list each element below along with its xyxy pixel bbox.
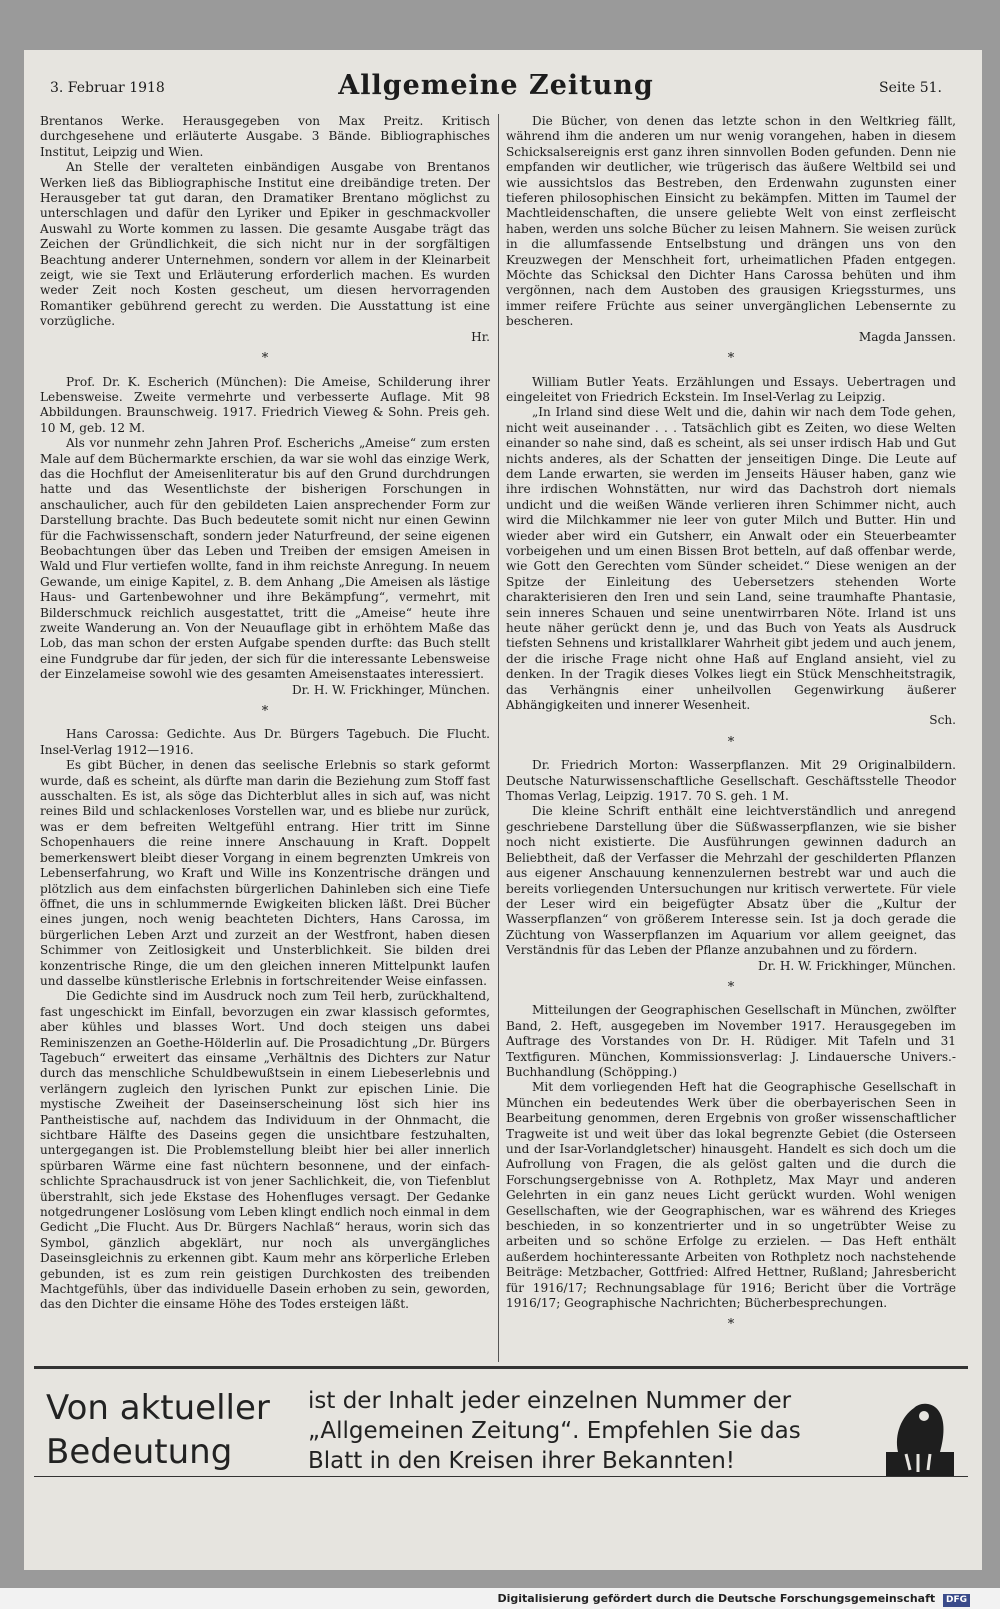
section-separator-star: * bbox=[727, 734, 735, 750]
review-brentano bbox=[40, 114, 490, 345]
left-column bbox=[40, 114, 490, 1319]
review-paragraph: An Stelle der veralteten einbändigen Ausgabe von Brentanos Werken ließ das Bibliographische Institut eine dreibändige treten. Der Herausgeber tat gut daran, den Dramatiker Brentano möglichst zu unterschlagen und dafür den Lyriker und Epiker in geschmackvoller Auswahl zu Worte kommen zu lassen. Die gesamte Ausgabe trägt das Zeichen der Gründlichkeit, die sich nicht nur in der sorgfältigen Beachtung anderer Unternehmen, sondern vor allem in der Kleinarbeit zeigt, wie sie Text und Erläuterung erforderlich machen. Es wurden weder Zeit noch Kosten gescheut, um diesen hervorragenden Romantiker gebührend gerecht zu werden. Die Ausstattung ist eine vorzügliche. bbox=[40, 160, 490, 329]
review-heading: Brentanos Werke. Herausgegeben von Max Preitz. Kritisch durchgesehene und erläuterte Ausgabe. 3 Bände. Bibliographisches Institut, Leipzig und Wien. bbox=[40, 114, 490, 159]
section-separator-star: * bbox=[261, 704, 269, 720]
review-paragraph: Die Gedichte sind im Ausdruck noch zum Teil herb, zurückhaltend, fast ungeschickt im Einfall, bevorzugen ein zwar klassisch geformtes, aber kühles und blasses Wort. Und doch steigen uns dabei Reminiszenzen an Goethe-Hölderlin auf. Die Prosadichtung „Dr. Bürgers Tagebuch“ erweitert das einsame „Verhältnis des Dichters zur Natur durch das menschliche Schuldbewußtsein in einem Liebeserlebnis und verlängern zugleich den lyrischen Punkt zur epischen Linie. Die mystische Zweiheit der Daseinserscheinung löst sich hier ins Pantheistische auf, nachdem das Individuum in der Ohnmacht, die sichtbare Hälfte des Daseins gegen die unsichtbare festzuhalten, untergegangen ist. Die Problemstellung bleibt hier bei aller innerlich spürbaren Wärme eine fast nüchtern besonnene, und der einfach-schlichte Sprachausdruck ist von jener Sachlichkeit, die, von Tiefenblut überstrahlt, sich jede Ekstase des Hohenfluges versagt. Der Gedanke notgedrungener Loslösung vom Leben klingt endlich noch einmal in dem Gedicht „Die Flucht. Aus Dr. Bürgers Nachlaß“ heraus, worin sich das Symbol, gänzlich abgeklärt, nur noch als unvergängliches Daseinsgleichnis zu erkennen gibt. Kaum mehr ans körperliche Erleben gebunden, ist es zum rein geistigen Durchkosten des treibenden Machtgefühls, über das individuelle Dasein erhoben zu sein, geworden, das den Dichter die einsame Höhe des Todes ersteigen läßt. bbox=[40, 989, 490, 1312]
advertisement-box bbox=[46, 1380, 966, 1472]
review-paragraph: Mit dem vorliegenden Heft hat die Geographische Gesellschaft in München ein bedeutendes Werk über die oberbayerischen Seen in Bearbeitung genommen, deren Ergebnis von großer wissenschaftlicher Tragweite ist und weit über das lokal begrenzte Gebiet (die Osterseen und der Isar-Vorlandgletscher) hinausgeht. Handelt es sich doch um die Aufrollung von Fragen, die als gelöst galten und die durch die Forschungsergebnisse von A. Rothpletz, Max Mayr und anderen Gelehrten in ein ganz neues Licht gerückt wurden. Wohl wenigen Gesellschaften, wie der Geographischen, war es während des Krieges beschieden, in so konzentrierter und in so ungetrübter Weise zu arbeiten und so schöne Erfolge zu erzielen. — Das Heft enthält außerdem hochinteressante Arbeiten von Rothpletz noch nachstehende Beiträge: Metzbacher, Gottfried: Alfred Hettner, Rußland; Jahresbericht für 1916/17; Rechnungsablage für 1916; Bericht über die Vorträge 1916/17; Geographische Nachrichten; Bücherbesprechungen. bbox=[506, 1080, 956, 1311]
credit-text: Digitalisierung gefördert durch die Deutsche Forschungsgemeinschaft bbox=[497, 1592, 936, 1605]
review-signature: Dr. H. W. Frickhinger, München. bbox=[291, 682, 490, 697]
page-number: Seite 51. bbox=[879, 80, 942, 96]
review-heading: Prof. Dr. K. Escherich (München): Die Ameise, Schilderung ihrer Lebensweise. Zweite vermehrte und verbesserte Auflage. Mit 98 Abbildungen. Braunschweig. 1917. Friedrich Vieweg & Sohn. Preis geh. 10 M, geb. 12 M. bbox=[40, 374, 490, 435]
right-column bbox=[506, 114, 956, 1341]
digitization-credit bbox=[0, 1588, 1000, 1609]
advertisement-top-rule bbox=[34, 1366, 968, 1369]
section-separator-star: * bbox=[727, 979, 735, 995]
review-paragraph: Es gibt Bücher, in denen das seelische Erlebnis so stark geformt wurde, daß es scheint, als dürfte man darin die Beziehung zum Stoff fast ausschalten. Es ist, als söge das Dichterblut alles in sich auf, was nicht reines Bild und schlackenloses Vorstellen war, und es bliebe nur zurück, was er dem befreiten Weltgefühl entrang. Hier tritt im Sinne Schopenhauers die reine innere Anschauung in Kraft. Doppelt bemerkenswert bleibt dieser Vorgang in einem begrenzten Umkreis von Lebenserfahrung, wo Kraft und Wille ins Konzentrische drängen und plötzlich aus dem einfachsten bürgerlichen Dahinleben sich eine Tiefe öffnet, die uns in schlummernde Ewigkeiten blicken läßt. Drei Bücher eines jungen, noch wenig beachteten Dichters, Hans Carossa, im bürgerlichen Leben Arzt und zurzeit an der Westfront, haben diesen Schimmer von Zeitlosigkeit und Unsterblichkeit. Sie bilden drei konzentrische Ringe, die um den gleichen inneren Mittelpunkt laufen und dasselbe künstlerische Erlebnis in fortschreitender Weise einfassen. bbox=[40, 758, 490, 988]
review-signature: Hr. bbox=[471, 329, 490, 344]
review-heading: Dr. Friedrich Morton: Wasserpflanzen. Mit 29 Originalbildern. Deutsche Naturwissenschaftliche Gesellschaft. Geschäftsstelle Theodor Thomas Verlag, Leipzig. 1917. 70 S. geh. 1 M. bbox=[506, 758, 956, 804]
review-heading: Hans Carossa: Gedichte. Aus Dr. Bürgers Tagebuch. Die Flucht. Insel-Verlag 1912—1916. bbox=[40, 727, 490, 757]
publisher-emblem-icon bbox=[884, 1394, 956, 1478]
review-paragraph: Die Bücher, von denen das letzte schon in den Weltkrieg fällt, während ihm die anderen um nur wenig vorangehen, haben in diesem Schicksalsereignis erst ganz ihren sinnvollen Boden gefunden. Denn nie empfanden wir deutlicher, wie trügerisch das äußere Weltbild sei und wie aussichtslos das Bestreben, den Erdenwahn zugunsten einer tieferen philosophischen Einsicht zu bekämpfen. Mitten im Taumel der Machtleidenschaften, die unsere geliebte Welt von einst zerfleischt haben, werden uns solche Bücher zu leisen Mahnern. Sie weisen zurück in die allumfassende Entselbstung und drängen uns von den Kreuzwegen der Menschheit fort, urheimatlichen Pfaden entgegen. Möchte das Schicksal den Dichter Hans Carossa behüten und ihm vergönnen, nach dem Austoben des grausigen Kriegssturmes, uns immer reifere Früchte aus seiner unvergänglichen Lebensernte zu bescheren. bbox=[506, 114, 956, 329]
review-escherich bbox=[40, 375, 490, 699]
dfg-logo: DFG bbox=[943, 1594, 970, 1607]
review-morton bbox=[506, 758, 956, 974]
review-signature: Dr. H. W. Frickhinger, München. bbox=[757, 958, 956, 973]
advertisement-bottom-rule bbox=[34, 1476, 968, 1477]
issue-date: 3. Februar 1918 bbox=[50, 80, 165, 96]
review-signature: Sch. bbox=[929, 713, 956, 728]
ad-headline-line-1: Von aktueller bbox=[46, 1388, 270, 1428]
section-separator-star: * bbox=[727, 1317, 735, 1333]
ad-text-line-1: ist der Inhalt jeder einzelnen Nummer der bbox=[308, 1388, 792, 1414]
ad-headline-line-2: Bedeutung bbox=[46, 1432, 233, 1472]
page-header bbox=[50, 70, 942, 110]
review-signature: Magda Janssen. bbox=[858, 329, 956, 344]
review-carossa bbox=[40, 727, 490, 1312]
review-heading: Mitteilungen der Geographischen Gesellschaft in München, zwölfter Band, 2. Heft, ausgegeben im November 1917. Herausgegeben im Auftrage des Vorstandes von Dr. H. Rüdiger. Mit Tafeln und 31 Textfiguren. München, Kommissionsverlag: J. Lindauersche Univers.-Buchhandlung (Schöpping.) bbox=[506, 1003, 956, 1079]
newspaper-page bbox=[24, 50, 982, 1570]
section-separator-star: * bbox=[727, 351, 735, 367]
column-divider bbox=[498, 114, 499, 1362]
review-yeats bbox=[506, 375, 956, 729]
ad-text-line-3: Blatt in den Kreisen ihrer Bekannten! bbox=[308, 1448, 736, 1474]
review-paragraph: Die kleine Schrift enthält eine leichtverständlich und anregend geschriebene Darstellung über die Süßwasserpflanzen, wie sie bisher noch nicht existierte. Die Ausführungen gewinnen dadurch an Beliebtheit, daß der Verfasser die Mehrzahl der geschilderten Pflanzen aus eigener Anschauung kennenzulernen bestrebt war und auch die bereits vorliegenden Untersuchungen nur kritisch verwertete. Für viele der Leser wird ein beigefügter Absatz über die „Kultur der Wasserpflanzen“ von größerem Interesse sein. Ist ja doch gerade die Züchtung von Wasserpflanzen im Aquarium vor allem geeignet, das Verständnis für das Leben der Pflanze anzubahnen und zu fördern. bbox=[506, 804, 956, 958]
review-paragraph: „In Irland sind diese Welt und die, dahin wir nach dem Tode gehen, nicht weit auseinander . . . Tatsächlich gibt es Zeiten, wo diese Welten einander so nahe sind, daß es scheint, als sei unser irdisch Hab und Gut nichts anderes, als der Schatten der jenseitigen Dinge. Die Leute auf dem Lande erwarten, sie werden im Jenseits Häuser haben, ganz wie ihre irdischen Wohnstätten, nur wird das Dachstroh dort niemals undicht und die weißen Wände verlieren ihren Schimmer nicht, auch wird die Milchkammer nie leer von guter Milch und Butter. Hin und wieder aber wird ein Gutsherr, ein Anwalt oder ein Steuerbeamter vorbeigehen und um einen Bissen Brot betteln, auf daß offenbar werde, wie Gott den Gerechten vom Sünder scheidet.“ Diese wenigen an der Spitze der Einleitung des Uebersetzers stehenden Worte charakterisieren den Iren und sein Land, seine traumhafte Phantasie, sein inneres Schauen und seine unentwirrbaren Nöte. Irland ist uns heute näher gerückt denn je, und das Buch von Yeats als Ausdruck tiefsten Sehnens und kristallklarer Wahrheit gibt jedem und auch jenem, der die irische Frage nicht ohne Haß auf England ansieht, viel zu denken. In der Tragik dieses Volkes liegt ein Stück Menschheitstragik, das Verhängnis einer unheilvollen Gegenwirkung äußerer Abhängigkeiten und innerer Wesenheit. bbox=[506, 405, 956, 713]
review-heading: William Butler Yeats. Erzählungen und Essays. Uebertragen und eingeleitet von Friedrich Eckstein. Im Insel-Verlag zu Leipzig. bbox=[506, 374, 956, 404]
review-paragraph: Als vor nunmehr zehn Jahren Prof. Escherichs „Ameise“ zum ersten Male auf dem Büchermarkte erschien, da war sie wohl das einzige Werk, das die Hochflut der Ameisenliteratur bis auf den Grund durchdrungen hatte und das Wesentlichste der bisherigen Forschungen in anschaulicher, auch für den gebildeten Laien ansprechender Form zur Darstellung brachte. Das Buch bedeutete somit nicht nur einen Gewinn für die Fachwissenschaft, sondern jeder Naturfreund, der seine eigenen Beobachtungen über das Leben und Treiben der emsigen Ameisen in Wald und Flur vertiefen wollte, fand in ihm reichste Anregung. In neuem Gewande, um einige Kapitel, z. B. dem Anhang „Die Ameisen als lästige Haus- und Gartenbewohner und ihre Bekämpfung“, vermehrt, mit Bilderschmuck reichlich ausgestattet, tritt die „Ameise“ heute ihre zweite Wanderung an. Von der Neuauflage gibt in erhöhtem Maße das Lob, das man schon der ersten Aufgabe spenden durfte: das Buch stellt eine Fundgrube dar für jeden, der sich für die interessante Lebensweise der Einzelameise sowohl wie des gesamten Ameisenstaates interessiert. bbox=[40, 436, 490, 682]
review-carossa-continued bbox=[506, 114, 956, 345]
masthead-title: Allgemeine Zeitung bbox=[338, 70, 654, 101]
ad-text-line-2: „Allgemeinen Zeitung“. Empfehlen Sie das bbox=[308, 1418, 801, 1444]
review-geographische-gesellschaft bbox=[506, 1003, 956, 1311]
section-separator-star: * bbox=[261, 351, 269, 367]
